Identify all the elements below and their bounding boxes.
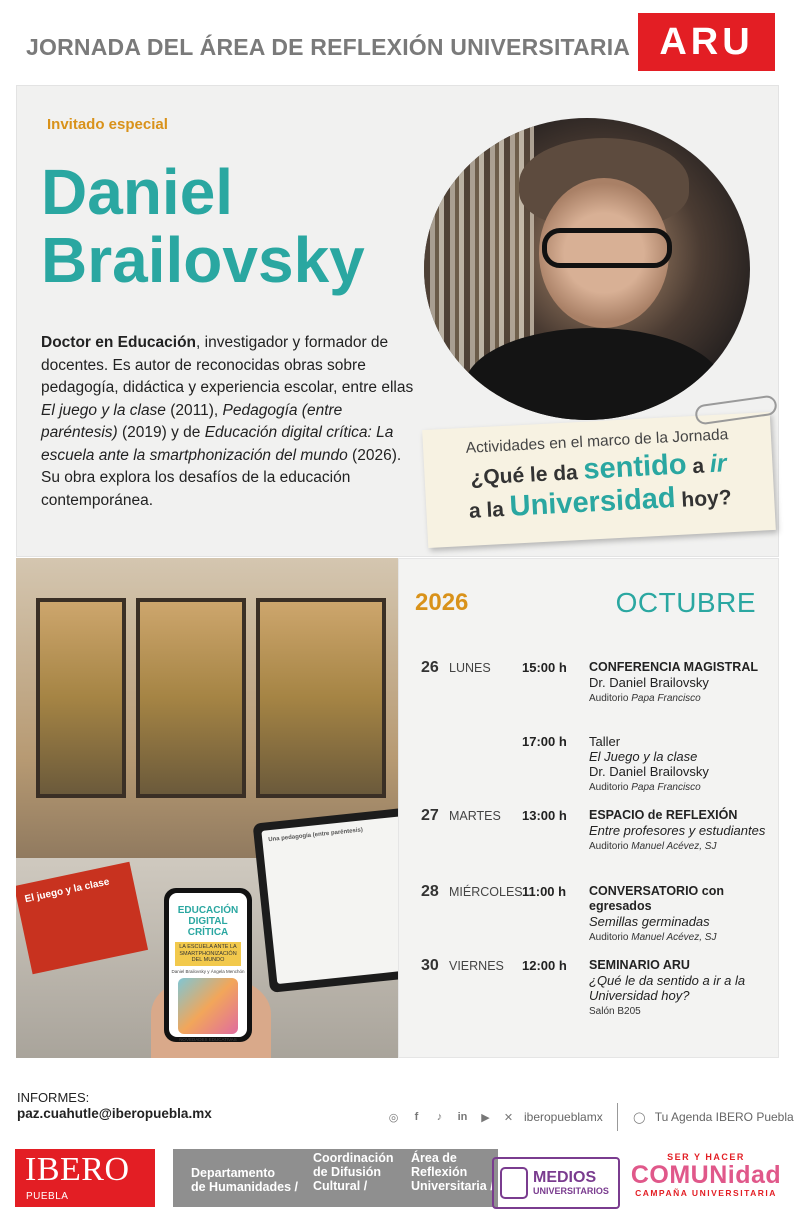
comunidad-bottom: CAMPAÑA UNIVERSITARIA (635, 1188, 777, 1198)
event-venue-name: Manuel Acévez, SJ (631, 932, 717, 943)
dept-humanidades-line1: Departamento (191, 1166, 276, 1180)
phone-book-subtitle: LA ESCUELA ANTE LA SMARTPHONIZACIÓN DEL MUNDO (175, 942, 241, 966)
tablet-screen (261, 816, 398, 984)
ibero-puebla-logo (15, 1149, 155, 1207)
bio-degree: Doctor en Educación (41, 334, 197, 351)
phone-book-authors: Daniel Brailovsky y Ángela Menchón (171, 968, 245, 974)
tablet-device (253, 807, 398, 993)
ibero-wordmark: IBERO (25, 1151, 130, 1188)
contact-label: INFORMES: (17, 1090, 90, 1105)
phone-book-publisher: NOVEDADES EDUCATIVAS (179, 1036, 237, 1042)
x-icon[interactable]: ✕ (503, 1111, 514, 1124)
departments-strip (173, 1149, 498, 1207)
event-venue (589, 691, 774, 706)
bio-text-4: (2026). Su obra explora los desafíos de la educación contemporánea. (41, 446, 402, 509)
card-intro: Actividades en el marco de la Jornada (465, 426, 729, 457)
event-info (589, 884, 774, 945)
aru-logo: ARU (638, 13, 775, 71)
event-title: ESPACIO de REFLEXIÓN (589, 808, 738, 822)
schedule-year: 2026 (415, 589, 469, 616)
window-pane (36, 598, 126, 798)
event-day: 28 (421, 883, 439, 900)
dept-reflexion-line3: Universitaria / (411, 1179, 494, 1193)
phone-book-title-1: EDUCACIÓN (177, 905, 239, 916)
event-info (589, 808, 774, 854)
event-time: 13:00 h (522, 808, 567, 823)
card-q1-a: ¿Qué le da (469, 460, 585, 490)
event-venue-name: Papa Francisco (631, 782, 701, 793)
schedule-month: OCTUBRE (615, 587, 756, 618)
divider (617, 1103, 618, 1131)
social-links (386, 1103, 794, 1131)
event-subtitle: Semillas germinadas (589, 914, 710, 929)
youtube-icon[interactable]: ▶ (481, 1111, 490, 1124)
event-day: 27 (421, 807, 439, 824)
book-title: El juego y la clase (23, 876, 111, 906)
comunidad-top: SER Y HACER (667, 1152, 745, 1162)
medios-universitarios-logo (492, 1157, 620, 1209)
special-guest-label: Invitado especial (47, 116, 168, 133)
bio-book-2: Pedagogía (entre paréntesis) (41, 401, 343, 441)
comunidad-campaign-logo (627, 1149, 785, 1207)
dept-difusion-line2: de Difusión (313, 1165, 382, 1179)
whatsapp-icon[interactable]: ◯ (633, 1111, 646, 1124)
event-venue-prefix: Auditorio (589, 782, 632, 793)
card-q2-a: a la (468, 497, 511, 523)
event-weekday: LUNES (449, 661, 491, 675)
event-time: 11:00 h (522, 884, 567, 899)
event-subtitle: El Juego y la clase (589, 749, 698, 764)
bio-book-1: El juego y la clase (41, 401, 166, 419)
whatsapp-agenda-link[interactable]: Tu Agenda IBERO Puebla (654, 1110, 794, 1124)
card-q1-highlight: sentido (582, 448, 688, 486)
bio-text-2: (2011), (165, 401, 223, 419)
media-devices-icon (500, 1167, 528, 1199)
contact-info (17, 1090, 212, 1122)
jornada-card (422, 412, 776, 548)
bio-book-3: Educación digital crítica: La escuela ante la smartphonización del mundo (41, 424, 394, 464)
speaker-portrait (424, 118, 750, 420)
event-subtitle: Entre profesores y estudiantes (589, 823, 766, 838)
event-time: 12:00 h (522, 958, 567, 973)
card-q1-b: a (685, 454, 711, 479)
event-venue-prefix: Auditorio (589, 841, 632, 852)
event-subtitle: ¿Qué le da sentido a ir a la Universidad hoy? (589, 973, 746, 1003)
event-venue-prefix: Salón B205 (589, 1006, 641, 1017)
portrait-glasses (542, 228, 672, 268)
window-pane (136, 598, 246, 798)
classroom-photo (16, 558, 398, 1058)
event-time: 17:00 h (522, 734, 567, 749)
event-day: 26 (421, 659, 439, 676)
linkedin-icon[interactable]: in (457, 1111, 468, 1123)
event-day: 30 (421, 957, 439, 974)
event-venue (589, 839, 774, 854)
event-weekday: MARTES (449, 809, 501, 823)
comunidad-wordmark: COMUNidad (630, 1161, 782, 1189)
tiktok-icon[interactable]: ♪ (436, 1111, 443, 1123)
footer-logos (15, 1149, 785, 1207)
phone-book-title-2: DIGITAL CRÍTICA (187, 916, 229, 938)
schedule-panel (398, 558, 779, 1058)
event-time: 15:00 h (522, 660, 567, 675)
dept-reflexion-line2: Reflexión (411, 1165, 468, 1179)
event-venue-name: Manuel Acévez, SJ (631, 841, 717, 852)
dept-difusion-line3: Cultural / (313, 1179, 368, 1193)
event-info (589, 958, 774, 1019)
event-header-title: JORNADA DEL ÁREA DE REFLEXIÓN UNIVERSITARIA (26, 34, 631, 60)
event-info (589, 660, 774, 706)
card-q1-highlight-2: ir (709, 449, 728, 479)
phone-book-illustration (178, 978, 238, 1034)
event-weekday: MIÉRCOLES (449, 885, 523, 899)
event-speaker: Dr. Daniel Brailovsky (589, 764, 709, 779)
social-handle[interactable]: iberopueblamx (524, 1110, 603, 1124)
bio-text-3: (2019) y de (117, 424, 205, 441)
event-speaker: Dr. Daniel Brailovsky (589, 675, 709, 690)
window-pane (256, 598, 386, 798)
speaker-first-name: Daniel (41, 156, 234, 228)
dept-reflexion-universitaria (411, 1151, 494, 1193)
contact-email-link[interactable]: paz.cuahutle@iberopuebla.mx (17, 1106, 212, 1121)
event-venue (589, 1004, 774, 1019)
event-info (589, 734, 774, 795)
dept-humanidades (191, 1166, 298, 1194)
speaker-last-name: Brailovsky (41, 224, 365, 296)
event-venue (589, 930, 774, 945)
dept-humanidades-line2: de Humanidades / (191, 1180, 298, 1194)
facebook-icon[interactable]: f (414, 1111, 419, 1123)
event-title: CONVERSATORIO con egresados (589, 884, 724, 913)
medios-subtitle: UNIVERSITARIOS (533, 1186, 609, 1196)
tablet-heading: Una pedagogía (entre paréntesis) (268, 827, 364, 844)
dept-reflexion-line1: Área de (411, 1151, 457, 1165)
event-venue-name: Papa Francisco (631, 693, 701, 704)
speaker-name (41, 158, 365, 294)
event-venue (589, 780, 774, 795)
card-q2-highlight: Universidad (508, 482, 677, 523)
phone-screen (169, 893, 247, 1042)
ibero-campus: PUEBLA (26, 1191, 69, 1202)
speaker-bio (41, 332, 416, 512)
event-weekday: VIERNES (449, 959, 504, 973)
event-title: SEMINARIO ARU (589, 958, 690, 972)
card-q2-b: hoy? (675, 486, 733, 513)
event-title: Taller (589, 734, 621, 749)
medios-title: MEDIOS (533, 1169, 597, 1186)
dept-difusion-cultural (313, 1151, 394, 1193)
phone-device (164, 888, 252, 1042)
event-title: CONFERENCIA MAGISTRAL (589, 660, 758, 674)
event-venue-prefix: Auditorio (589, 932, 632, 943)
event-venue-prefix: Auditorio (589, 693, 632, 704)
bio-text-1: , investigador y formador de docentes. Es autor de reconocidas obras sobre pedagogía, didáctica y experiencia escolar, entre ellas (41, 334, 414, 396)
dept-difusion-line1: Coordinación (313, 1151, 394, 1165)
instagram-icon[interactable]: ◎ (388, 1111, 399, 1124)
